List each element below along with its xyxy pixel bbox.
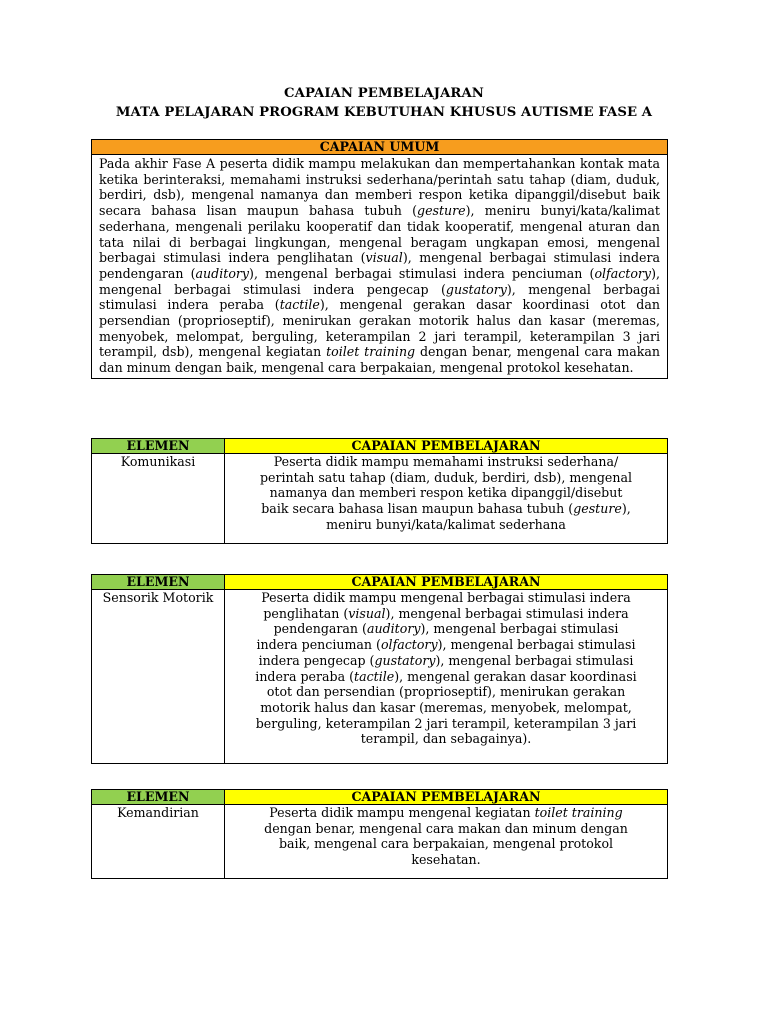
elemen-table-kemandirian	[91, 789, 668, 879]
capaian-pembelajaran-header: CAPAIAN PEMBELAJARAN	[225, 790, 668, 805]
document-title: CAPAIAN PEMBELAJARAN	[284, 86, 484, 101]
capaian-umum-table	[91, 139, 668, 379]
elemen-table-sensorik-motorik	[91, 574, 668, 764]
elemen-name: Kemandirian	[92, 805, 225, 879]
elemen-name: Sensorik Motorik	[92, 590, 225, 764]
elemen-header: ELEMEN	[92, 790, 225, 805]
elemen-header: ELEMEN	[92, 439, 225, 454]
document-subtitle: MATA PELAJARAN PROGRAM KEBUTUHAN KHUSUS AUTISME FASE A	[115, 105, 653, 120]
elemen-table-komunikasi	[91, 438, 668, 544]
capaian-pembelajaran-header: CAPAIAN PEMBELAJARAN	[225, 575, 668, 590]
capaian-pembelajaran-header: CAPAIAN PEMBELAJARAN	[225, 439, 668, 454]
elemen-description: Peserta didik mampu memahami instruksi sederhana/ perintah satu tahap (diam, duduk, berdiri, dsb), mengenal namanya dan memberi respon ketika dipanggil/disebut baik secara bahasa lisan maupun bahasa tubuh (gesture), meniru bunyi/kata/kalimat sederhana	[225, 454, 668, 544]
elemen-header: ELEMEN	[92, 575, 225, 590]
capaian-umum-text: Pada akhir Fase A peserta didik mampu melakukan dan mempertahankan kontak mata ketika berinteraksi, memahami instruksi sederhana/perintah satu tahap (diam, duduk, berdiri, dsb), mengenal namanya dan memberi respon ketika dipanggil/disebut baik secara bahasa lisan maupun bahasa tubuh (gesture), meniru bunyi/kata/kalimat sederhana, mengenali perilaku kooperatif dan tidak kooperatif, mengenal aturan dan tata nilai di berbagai lingkungan, mengenal beragam ungkapan emosi, mengenal berbagai stimulasi indera penglihatan (visual), mengenal berbagai stimulasi indera pendengaran (auditory), mengenal berbagai stimulasi indera penciuman (olfactory), mengenal berbagai stimulasi indera pengecap (gustatory), mengenal berbagai stimulasi indera peraba (tactile), mengenal gerakan dasar koordinasi otot dan persendian (proprioseptif), menirukan gerakan motorik halus dan kasar (meremas, menyobek, melompat, berguling, keterampilan 2 jari terampil, keterampilan 3 jari terampil, dsb), mengenal kegiatan toilet training dengan benar, mengenal cara makan dan minum dengan baik, mengenal cara berpakaian, mengenal protokol kesehatan.	[92, 155, 668, 379]
elemen-description: Peserta didik mampu mengenal kegiatan toilet training dengan benar, mengenal cara makan dan minum dengan baik, mengenal cara berpakaian, mengenal protokol kesehatan.	[225, 805, 668, 879]
capaian-umum-header: CAPAIAN UMUM	[92, 140, 668, 155]
elemen-description: Peserta didik mampu mengenal berbagai stimulasi indera penglihatan (visual), mengenal berbagai stimulasi indera pendengaran (auditory), mengenal berbagai stimulasi indera penciuman (olfactory), mengenal berbagai stimulasi indera pengecap (gustatory), mengenal berbagai stimulasi indera peraba (tactile), mengenal gerakan dasar koordinasi otot dan persendian (proprioseptif), menirukan gerakan motorik halus dan kasar (meremas, menyobek, melompat, berguling, keterampilan 2 jari terampil, keterampilan 3 jari terampil, dan sebagainya).	[225, 590, 668, 764]
elemen-name: Komunikasi	[92, 454, 225, 544]
